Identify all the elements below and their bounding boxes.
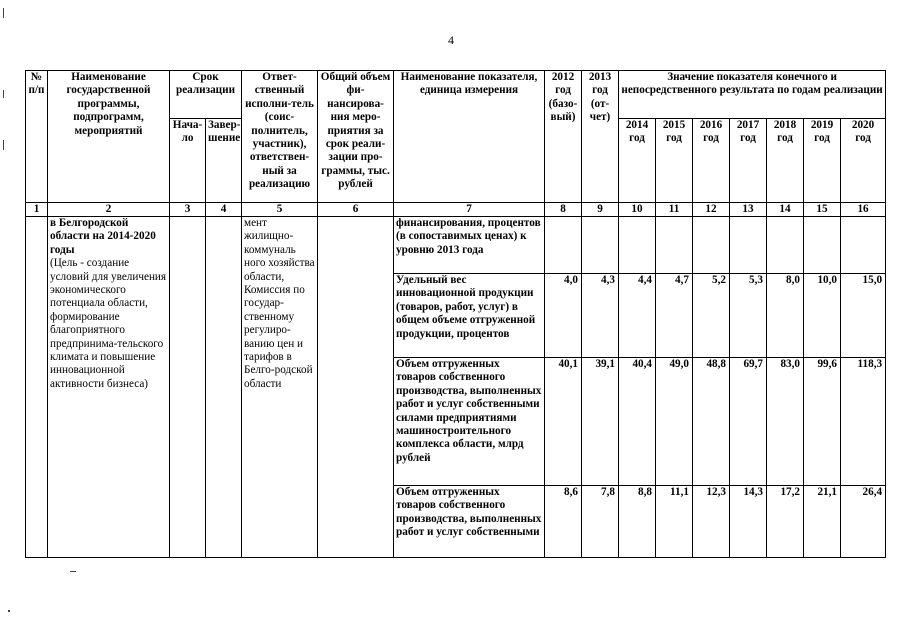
value-2018: 8,0 — [767, 274, 804, 358]
value-2013: 7,8 — [582, 486, 619, 558]
scan-speck — [3, 8, 4, 18]
column-number: 15 — [804, 203, 841, 217]
scan-speck — [3, 90, 4, 98]
column-number: 10 — [619, 203, 656, 217]
header-term-start: Нача-ло — [170, 119, 206, 203]
value-2012: 40,1 — [545, 358, 582, 486]
page-number: 4 — [448, 33, 454, 47]
value-2013: 4,3 — [582, 274, 619, 358]
value-2016: 48,8 — [693, 358, 730, 486]
value-2017: 69,7 — [730, 358, 767, 486]
value-2015: 49,0 — [656, 358, 693, 486]
column-number: 14 — [767, 203, 804, 217]
value-2015: 4,7 — [656, 274, 693, 358]
value-2020: 118,3 — [841, 358, 886, 486]
column-number: 4 — [206, 203, 242, 217]
column-number: 2 — [48, 203, 170, 217]
header-volume: Общий объем фи-нансирова-ния меро-приятия за срок реали-зации про-граммы, тыс. рублей — [318, 71, 394, 203]
column-number: 11 — [656, 203, 693, 217]
program-goal: (Цель - создание условий для увеличения экономического потенциала области, формирование благоприятного предпринима-тельского климата и повышение инновационной активности бизнеса) — [50, 257, 167, 390]
header-program: Наименование государственной программы, подпрограмм, мероприятий — [48, 71, 170, 203]
header-year-2015: 2015 год — [656, 119, 693, 203]
value-2012: 8,6 — [545, 486, 582, 558]
value-2018: 17,2 — [767, 486, 804, 558]
program-cell — [48, 217, 170, 558]
value-2017: 5,3 — [730, 274, 767, 358]
header-indicator: Наименование показателя, единица измерения — [394, 71, 545, 203]
executor-cell: мент жилищно-коммуналь ного хозяйства области, Комиссия по государ-ственному регулиро-ванию цен и тарифов в Белго-родской области — [242, 217, 318, 558]
column-number: 3 — [170, 203, 206, 217]
column-number: 9 — [582, 203, 619, 217]
header-2013: 2013 год (от-чет) — [582, 71, 619, 203]
scan-speck — [70, 571, 76, 572]
value-2017: 14,3 — [730, 486, 767, 558]
value-2018: 83,0 — [767, 358, 804, 486]
table-row — [26, 217, 886, 274]
value-2019: 99,6 — [804, 358, 841, 486]
header-no: № п/п — [26, 71, 48, 203]
header-year-2014: 2014 год — [619, 119, 656, 203]
header-year-2017: 2017 год — [730, 119, 767, 203]
program-name: в Белгородской области на 2014-2020 годы — [50, 217, 156, 256]
column-number: 5 — [242, 203, 318, 217]
program-indicators-table — [25, 70, 886, 558]
header-planned-title: Значение показателя конечного и непосредственного результата по годам реализации — [619, 71, 886, 119]
value-2020: 26,4 — [841, 486, 886, 558]
header-year-2020: 2020 год — [841, 119, 886, 203]
column-number: 8 — [545, 203, 582, 217]
value-2012: 4,0 — [545, 274, 582, 358]
header-term-end: Завер-шение — [206, 119, 242, 203]
scan-speck — [8, 610, 10, 612]
header-year-2018: 2018 год — [767, 119, 804, 203]
column-number: 13 — [730, 203, 767, 217]
value-2020: 15,0 — [841, 274, 886, 358]
column-number: 12 — [693, 203, 730, 217]
value-2019: 10,0 — [804, 274, 841, 358]
scan-speck — [3, 140, 4, 150]
header-year-2019: 2019 год — [804, 119, 841, 203]
value-2014: 40,4 — [619, 358, 656, 486]
column-number: 6 — [318, 203, 394, 217]
value-2014: 4,4 — [619, 274, 656, 358]
value-2019: 21,1 — [804, 486, 841, 558]
header-term: Срок реализации — [170, 71, 242, 119]
value-2013: 39,1 — [582, 358, 619, 486]
header-year-2016: 2016 год — [693, 119, 730, 203]
header-executor: Ответ-ственный исполни-тель (соис-полнитель, участник), ответствен-ный за реализацию — [242, 71, 318, 203]
column-number: 7 — [394, 203, 545, 217]
column-number-row — [26, 203, 886, 217]
value-2016: 12,3 — [693, 486, 730, 558]
indicator-name: Удельный вес инновационной продукции (товаров, работ, услуг) в общем объеме отгруженной продукции, процентов — [394, 274, 545, 358]
column-number: 1 — [26, 203, 48, 217]
value-2015: 11,1 — [656, 486, 693, 558]
indicator-name: Объем отгруженных товаров собственного производства, выполненных работ и услуг собственными силами предприятиями машиностроительного комплекса области, млрд рублей — [394, 358, 545, 486]
header-2012: 2012 год (базо-вый) — [545, 71, 582, 203]
value-2014: 8,8 — [619, 486, 656, 558]
indicator-name: Объем отгруженных товаров собственного производства, выполненных работ и услуг собственными — [394, 486, 545, 558]
indicator-name: финансирования, процентов (в сопоставимых ценах) к уровню 2013 года — [394, 217, 545, 274]
column-number: 16 — [841, 203, 886, 217]
value-2016: 5,2 — [693, 274, 730, 358]
